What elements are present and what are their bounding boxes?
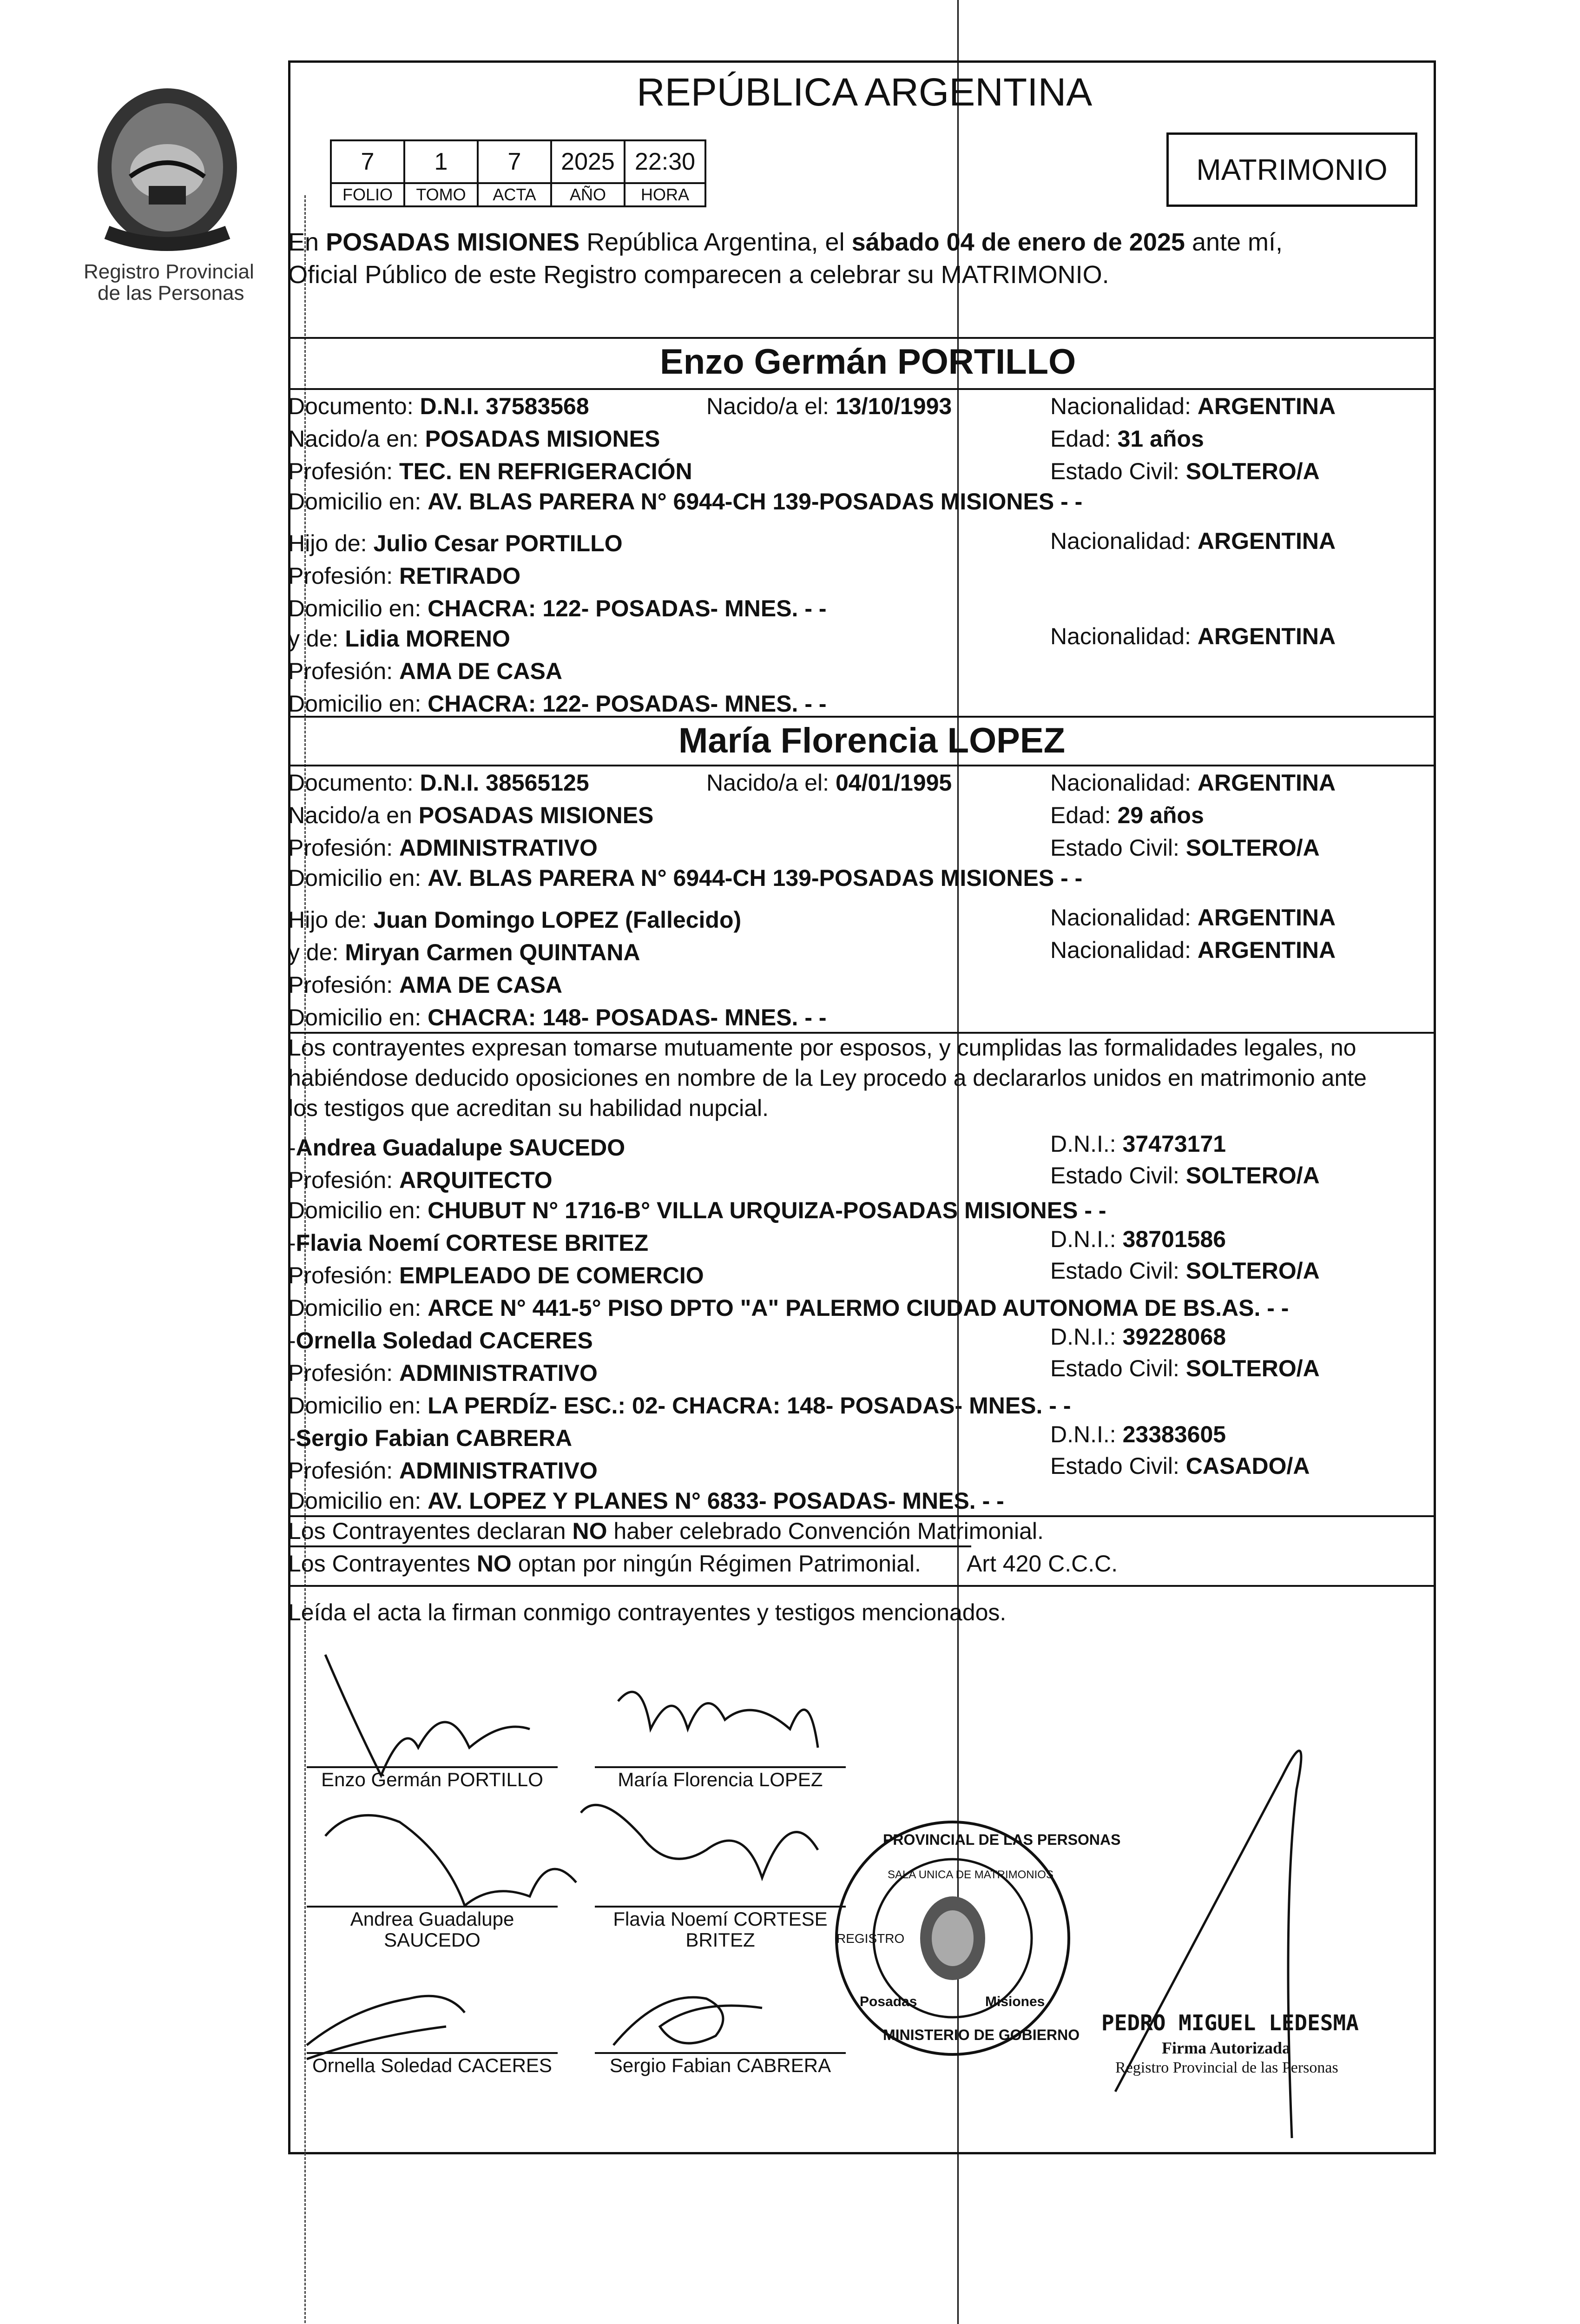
witness-dni: D.N.I.: 23383605 xyxy=(1050,1421,1226,1447)
signature-cabrera xyxy=(613,1997,762,2045)
official-line2: Firma Autorizada xyxy=(1162,2039,1290,2057)
signature-ledesma xyxy=(1115,1751,1301,2138)
official-line3: Registro Provincial de las Personas xyxy=(1115,2059,1338,2076)
regimen-line2: Los Contrayentes NO optan por ningún Régimen Patrimonial. xyxy=(288,1551,921,1577)
tomo-label: TOMO xyxy=(404,183,478,206)
witness-estado: Estado Civil: SOLTERO/A xyxy=(1050,1355,1320,1381)
spouse2-madre-nac: Nacionalidad: ARGENTINA xyxy=(1050,937,1336,963)
spouse1-nacido: Nacido/a el: 13/10/1993 xyxy=(706,393,952,419)
intro-en: En xyxy=(288,228,319,256)
witness-domicilio: Domicilio en: AV. LOPEZ Y PLANES N° 6833- POSADAS- MNES. - - xyxy=(288,1488,1004,1514)
stamp-bottom-text: MINISTERIO DE GOBIERNO xyxy=(883,2027,1080,2043)
spouse1-domicilio: Domicilio en: AV. BLAS PARERA N° 6944-CH 139-POSADAS MISIONES - - xyxy=(288,489,1083,515)
spouse2-nacido: Nacido/a el: 04/01/1995 xyxy=(706,770,952,796)
spouse1-profesion: Profesión: TEC. EN REFRIGERACIÓN xyxy=(288,458,692,484)
spouse1-madre-dom: Domicilio en: CHACRA: 122- POSADAS- MNES. - - xyxy=(288,691,827,717)
signature-saucedo xyxy=(325,1815,576,1906)
signature-label-s6: Sergio Fabian CABRERA xyxy=(609,2054,831,2076)
declaration-line1: Los contrayentes expresan tomarse mutuamente por esposos, y cumplidas las formalidades legales, no xyxy=(288,1035,1356,1061)
witness-name: -Andrea Guadalupe SAUCEDO xyxy=(288,1135,625,1161)
stamp-outer-text: PROVINCIAL DE LAS PERSONAS xyxy=(883,1831,1121,1848)
official-name: PEDRO MIGUEL LEDESMA xyxy=(1101,2010,1359,2035)
tomo-value: 1 xyxy=(404,140,478,183)
spouse2-padre-nac: Nacionalidad: ARGENTINA xyxy=(1050,905,1336,931)
witness-profesion: Profesión: ADMINISTRATIVO xyxy=(288,1360,598,1386)
witness-profesion: Profesión: ARQUITECTO xyxy=(288,1167,553,1193)
stamp-prov: Misiones xyxy=(985,1994,1045,2009)
signature-line xyxy=(307,1766,558,1768)
spouse2-padre: Hijo de: Juan Domingo LOPEZ (Fallecido) xyxy=(288,907,742,933)
spouse1-documento: Documento: D.N.I. 37583568 xyxy=(288,393,589,419)
logo-caption-line2: de las Personas xyxy=(98,282,244,304)
intro-line2: Oficial Público de este Registro comparecen a celebrar su MATRIMONIO. xyxy=(288,261,1109,289)
spouse2-madre-prof: Profesión: AMA DE CASA xyxy=(288,972,562,998)
spouse2-name: María Florencia LOPEZ xyxy=(678,721,1065,760)
stamp-left-text: REGISTRO xyxy=(836,1931,905,1946)
witness-dni: D.N.I.: 39228068 xyxy=(1050,1324,1226,1350)
act-type-box: MATRIMONIO xyxy=(1166,132,1417,207)
spouse2-edad: Edad: 29 años xyxy=(1050,802,1204,828)
hora-value: 22:30 xyxy=(625,140,705,183)
signature-line xyxy=(307,1906,558,1908)
spouse1-madre: y de: Lidia MORENO xyxy=(288,626,510,652)
regimen-article: Art 420 C.C.C. xyxy=(967,1551,1118,1577)
spouse1-padre-prof: Profesión: RETIRADO xyxy=(288,563,521,589)
witness-estado: Estado Civil: SOLTERO/A xyxy=(1050,1162,1320,1188)
spouse1-padre-dom: Domicilio en: CHACRA: 122- POSADAS- MNES. - - xyxy=(288,595,827,621)
stamp-inner-text: SALA UNICA DE MATRIMONIOS xyxy=(888,1868,1053,1881)
witness-domicilio: Domicilio en: CHUBUT N° 1716-B° VILLA URQUIZA-POSADAS MISIONES - - xyxy=(288,1197,1106,1223)
anio-value: 2025 xyxy=(551,140,625,183)
acta-value: 7 xyxy=(478,140,551,183)
spouse1-estado: Estado Civil: SOLTERO/A xyxy=(1050,458,1320,484)
witness-profesion: Profesión: EMPLEADO DE COMERCIO xyxy=(288,1262,704,1288)
anio-label: AÑO xyxy=(551,183,625,206)
spouse1-padre: Hijo de: Julio Cesar PORTILLO xyxy=(288,530,623,556)
signature-label-s2: María Florencia LOPEZ xyxy=(618,1769,823,1790)
spouse2-documento: Documento: D.N.I. 38565125 xyxy=(288,770,589,796)
signature-label-s4a: Flavia Noemí CORTESE xyxy=(613,1908,828,1930)
spouse2-nacido-en: Nacido/a en POSADAS MISIONES xyxy=(288,802,654,828)
folio-label: FOLIO xyxy=(331,183,404,206)
logo-caption-line1: Registro Provincial xyxy=(84,260,254,283)
spouse2-domicilio: Domicilio en: AV. BLAS PARERA N° 6944-CH 139-POSADAS MISIONES - - xyxy=(288,865,1083,891)
witness-name: -Sergio Fabian CABRERA xyxy=(288,1425,573,1451)
spouse1-padre-nac: Nacionalidad: ARGENTINA xyxy=(1050,528,1336,554)
hora-label: HORA xyxy=(625,183,705,206)
signature-label-s3a: Andrea Guadalupe xyxy=(350,1908,514,1930)
spouse2-estado: Estado Civil: SOLTERO/A xyxy=(1050,835,1320,861)
witness-estado: Estado Civil: CASADO/A xyxy=(1050,1453,1310,1479)
declaration-line3: los testigos que acreditan su habilidad nupcial. xyxy=(288,1095,769,1121)
signature-cortese xyxy=(581,1805,818,1878)
spouse1-madre-nac: Nacionalidad: ARGENTINA xyxy=(1050,623,1336,649)
witness-domicilio: Domicilio en: LA PERDÍZ- ESC.: 02- CHACRA: 148- POSADAS- MNES. - - xyxy=(288,1393,1071,1419)
signature-line xyxy=(595,1906,846,1908)
signature-portillo xyxy=(325,1655,530,1776)
spouse1-edad: Edad: 31 años xyxy=(1050,426,1204,452)
spouse2-nacionalidad: Nacionalidad: ARGENTINA xyxy=(1050,770,1336,796)
witness-name: -Flavia Noemí CORTESE BRITEZ xyxy=(288,1230,649,1256)
spouse2-madre: y de: Miryan Carmen QUINTANA xyxy=(288,939,640,965)
intro-country: República Argentina, el xyxy=(586,228,845,256)
witness-estado: Estado Civil: SOLTERO/A xyxy=(1050,1258,1320,1284)
signature-label-s3b: SAUCEDO xyxy=(384,1929,481,1951)
document-title: REPÚBLICA ARGENTINA xyxy=(637,70,1093,114)
signature-label-s1: Enzo Germán PORTILLO xyxy=(321,1769,543,1790)
official-stamp xyxy=(832,1817,1121,2059)
signature-label-s5: Ornella Soledad CACERES xyxy=(312,2054,552,2076)
witness-dni: D.N.I.: 37473171 xyxy=(1050,1131,1226,1157)
witness-dni: D.N.I.: 38701586 xyxy=(1050,1226,1226,1252)
signature-line xyxy=(307,2052,558,2054)
spouse1-madre-prof: Profesión: AMA DE CASA xyxy=(288,658,562,684)
spouse1-name: Enzo Germán PORTILLO xyxy=(660,342,1076,382)
signature-label-s4b: BRITEZ xyxy=(685,1929,755,1951)
acta-label: ACTA xyxy=(478,183,551,206)
folio-value: 7 xyxy=(331,140,404,183)
stamp-city: Posadas xyxy=(860,1994,917,2009)
regimen-line1: Los Contrayentes declaran NO haber celebrado Convención Matrimonial. xyxy=(288,1518,1044,1544)
spouse1-nacido-en: Nacido/a en: POSADAS MISIONES xyxy=(288,426,660,452)
intro-ante: ante mí, xyxy=(1192,228,1283,256)
witness-profesion: Profesión: ADMINISTRATIVO xyxy=(288,1458,598,1484)
intro-place: POSADAS MISIONES xyxy=(326,228,580,256)
signature-caceres xyxy=(307,1996,465,2059)
signature-line xyxy=(595,2052,846,2054)
declaration-line2: habiéndose deducido oposiciones en nombre de la Ley procedo a declararlos unidos en matrimonio ante xyxy=(288,1065,1367,1091)
closing-text: Leída el acta la firman conmigo contrayentes y testigos mencionados. xyxy=(288,1599,1007,1625)
witness-domicilio: Domicilio en: ARCE N° 441-5° PISO DPTO "A" PALERMO CIUDAD AUTONOMA DE BS.AS. - - xyxy=(288,1295,1289,1321)
signature-line xyxy=(595,1766,846,1768)
spouse1-nacionalidad: Nacionalidad: ARGENTINA xyxy=(1050,393,1336,419)
witness-name: -Ornella Soledad CACERES xyxy=(288,1327,593,1353)
signature-lopez xyxy=(618,1692,818,1748)
intro-date: sábado 04 de enero de 2025 xyxy=(851,228,1185,256)
spouse2-profesion: Profesión: ADMINISTRATIVO xyxy=(288,835,598,861)
spouse2-madre-dom: Domicilio en: CHACRA: 148- POSADAS- MNES. - - xyxy=(288,1004,827,1030)
